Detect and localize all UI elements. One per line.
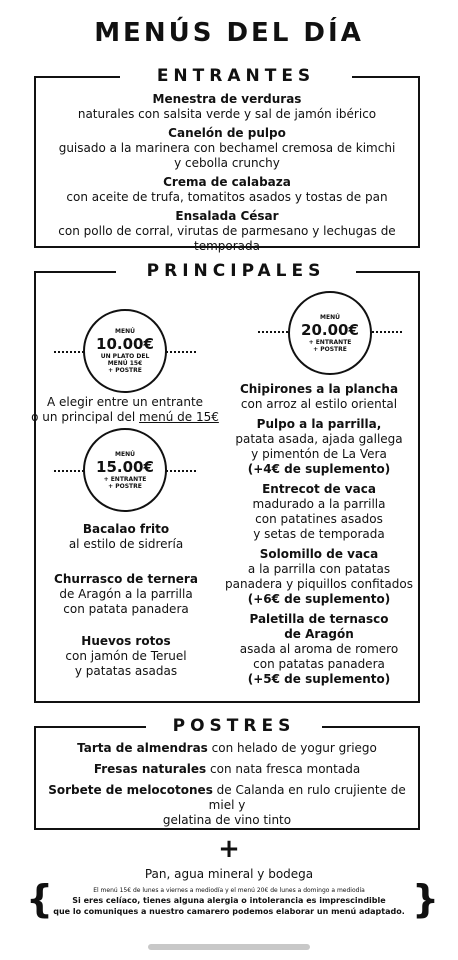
postres-heading: POSTRES [146, 716, 322, 736]
dish-desc: y cebolla crunchy [174, 156, 280, 170]
dish-desc: a la parrilla con patatas [247, 562, 391, 576]
left-dish [36, 572, 216, 617]
dotted-line [258, 331, 288, 333]
dish-name: Ensalada César [175, 209, 279, 223]
dish-desc: al estilo de sidrería [68, 537, 184, 551]
dotted-line [372, 331, 402, 333]
postre-item: Tarta de almendras con helado de yogur griego [77, 741, 377, 755]
menu-price: 15.00€ [96, 457, 154, 476]
menu-label: MENÚ [115, 328, 135, 335]
dotted-line [166, 470, 196, 472]
menu-price: 10.00€ [96, 335, 154, 353]
dish-desc: naturales con salsita verde y sal de jamón ibérico [77, 107, 377, 121]
page-title: MENÚS DEL DÍA [94, 18, 364, 48]
dish-name: Entrecot de vaca [262, 482, 376, 496]
entrantes-list [36, 92, 418, 254]
dish-name: Pulpo a la parrilla, [256, 417, 382, 431]
dish-name: Bacalao frito [82, 522, 170, 536]
dish-name: Crema de calabaza [163, 175, 291, 189]
left-dish [36, 634, 216, 679]
footer-notes [42, 887, 416, 917]
dish-desc: con pollo de corral, virutas de parmesano y lechugas de temporada [58, 224, 396, 253]
dotted-line [166, 351, 196, 353]
menu-20-badge [288, 291, 372, 375]
dish-name: Huevos rotos [81, 634, 171, 648]
menu-15-badge [83, 428, 167, 512]
home-indicator[interactable] [148, 944, 310, 950]
dish-name: Menestra de verduras [152, 92, 302, 106]
dish-item [222, 482, 416, 542]
dish-desc: asada al aroma de romero [239, 642, 399, 656]
dish-item [36, 92, 418, 122]
elegir-note [20, 395, 230, 425]
supplement: (+5€ de suplemento) [247, 672, 391, 686]
entrantes-heading: ENTRANTES [120, 66, 352, 86]
dish-desc: con patatines asados [255, 512, 383, 526]
dish-desc: con aceite de trufa, tomatitos asados y tostas de pan [66, 190, 388, 204]
menu-label: MENÚ [320, 313, 340, 321]
dish-item [222, 547, 416, 607]
plus-icon: + [218, 834, 240, 864]
dish-item [222, 417, 416, 477]
dish-desc: y patatas asadas [74, 664, 178, 678]
menu-price: 20.00€ [301, 320, 359, 339]
dish-name: Canelón de pulpo [168, 126, 286, 140]
postre-item: Fresas naturales con nata fresca montada [93, 762, 361, 776]
footer-schedule: El menú 15€ de lunes a viernes a mediodía y el menú 20€ de lunes a domingo a mediodía [93, 887, 365, 894]
menu-sub: + ENTRANTE [103, 475, 147, 483]
dish-item [36, 175, 418, 205]
menu-sub: + POSTRE [313, 345, 347, 353]
elegir-line-2: o un principal del menú de 15€ [31, 410, 219, 424]
dish-desc: panadera y piquillos confitados [225, 577, 413, 591]
postre-item-cont: gelatina de vino tinto [162, 813, 292, 827]
dish-item [222, 382, 416, 412]
principales-heading: PRINCIPALES [116, 261, 356, 281]
dish-desc: y setas de temporada [253, 527, 385, 541]
menu-sub: MENÚ 15€ [107, 360, 143, 367]
dish-item [36, 126, 418, 171]
brace-open-icon: { [26, 877, 54, 921]
left-dish [36, 522, 216, 552]
dish-desc: madurado a la parrilla [252, 497, 386, 511]
dish-desc: con patata panadera [63, 602, 189, 616]
dish-name: Chipirones a la plancha [239, 382, 399, 396]
footer-allergy: Si eres celíaco, tienes alguna alergia o intolerancia es imprescindible [72, 896, 386, 905]
pan-agua-bodega: Pan, agua mineral y bodega [144, 867, 314, 881]
footer-allergy: que lo comuniques a nuestro camarero podemos elaborar un menú adaptado. [53, 907, 405, 916]
elegir-line: A elegir entre un entrante [46, 395, 204, 409]
menu-sub: + ENTRANTE [308, 338, 352, 346]
dish-desc: y pimentón de La Vera [251, 447, 387, 461]
menu-15-link: menú de 15€ [139, 410, 219, 424]
dish-name: de Aragón [284, 627, 354, 641]
dish-name: Churrasco de ternera [54, 572, 198, 586]
dish-desc: de Aragón a la parrilla [59, 587, 193, 601]
menu-label: MENÚ [115, 450, 135, 458]
menu-sub: + POSTRE [108, 482, 142, 490]
supplement: (+6€ de suplemento) [247, 592, 391, 606]
dish-item [36, 209, 418, 254]
brace-close-icon: } [412, 877, 440, 921]
dish-desc: con jamón de Teruel [65, 649, 187, 663]
dish-name: Paletilla de ternasco [249, 612, 389, 626]
postres-list [36, 741, 418, 828]
menu-sub: UN PLATO DEL [100, 353, 150, 360]
dish-name: Solomillo de vaca [259, 547, 379, 561]
dotted-line [54, 470, 84, 472]
dish-desc: con arroz al estilo oriental [240, 397, 398, 411]
postre-item: Sorbete de melocotones de Calanda en rulo crujiente de miel y [48, 783, 406, 812]
dish-item [222, 612, 416, 687]
dish-desc: guisado a la marinera con bechamel cremosa de kimchi [58, 141, 396, 155]
dish-desc: con patatas panadera [253, 657, 385, 671]
menu-10-badge [83, 309, 167, 393]
dish-desc: patata asada, ajada gallega [235, 432, 403, 446]
supplement: (+4€ de suplemento) [247, 462, 391, 476]
dotted-line [54, 351, 84, 353]
right-dishes [222, 382, 416, 687]
menu-sub: + POSTRE [108, 367, 142, 374]
